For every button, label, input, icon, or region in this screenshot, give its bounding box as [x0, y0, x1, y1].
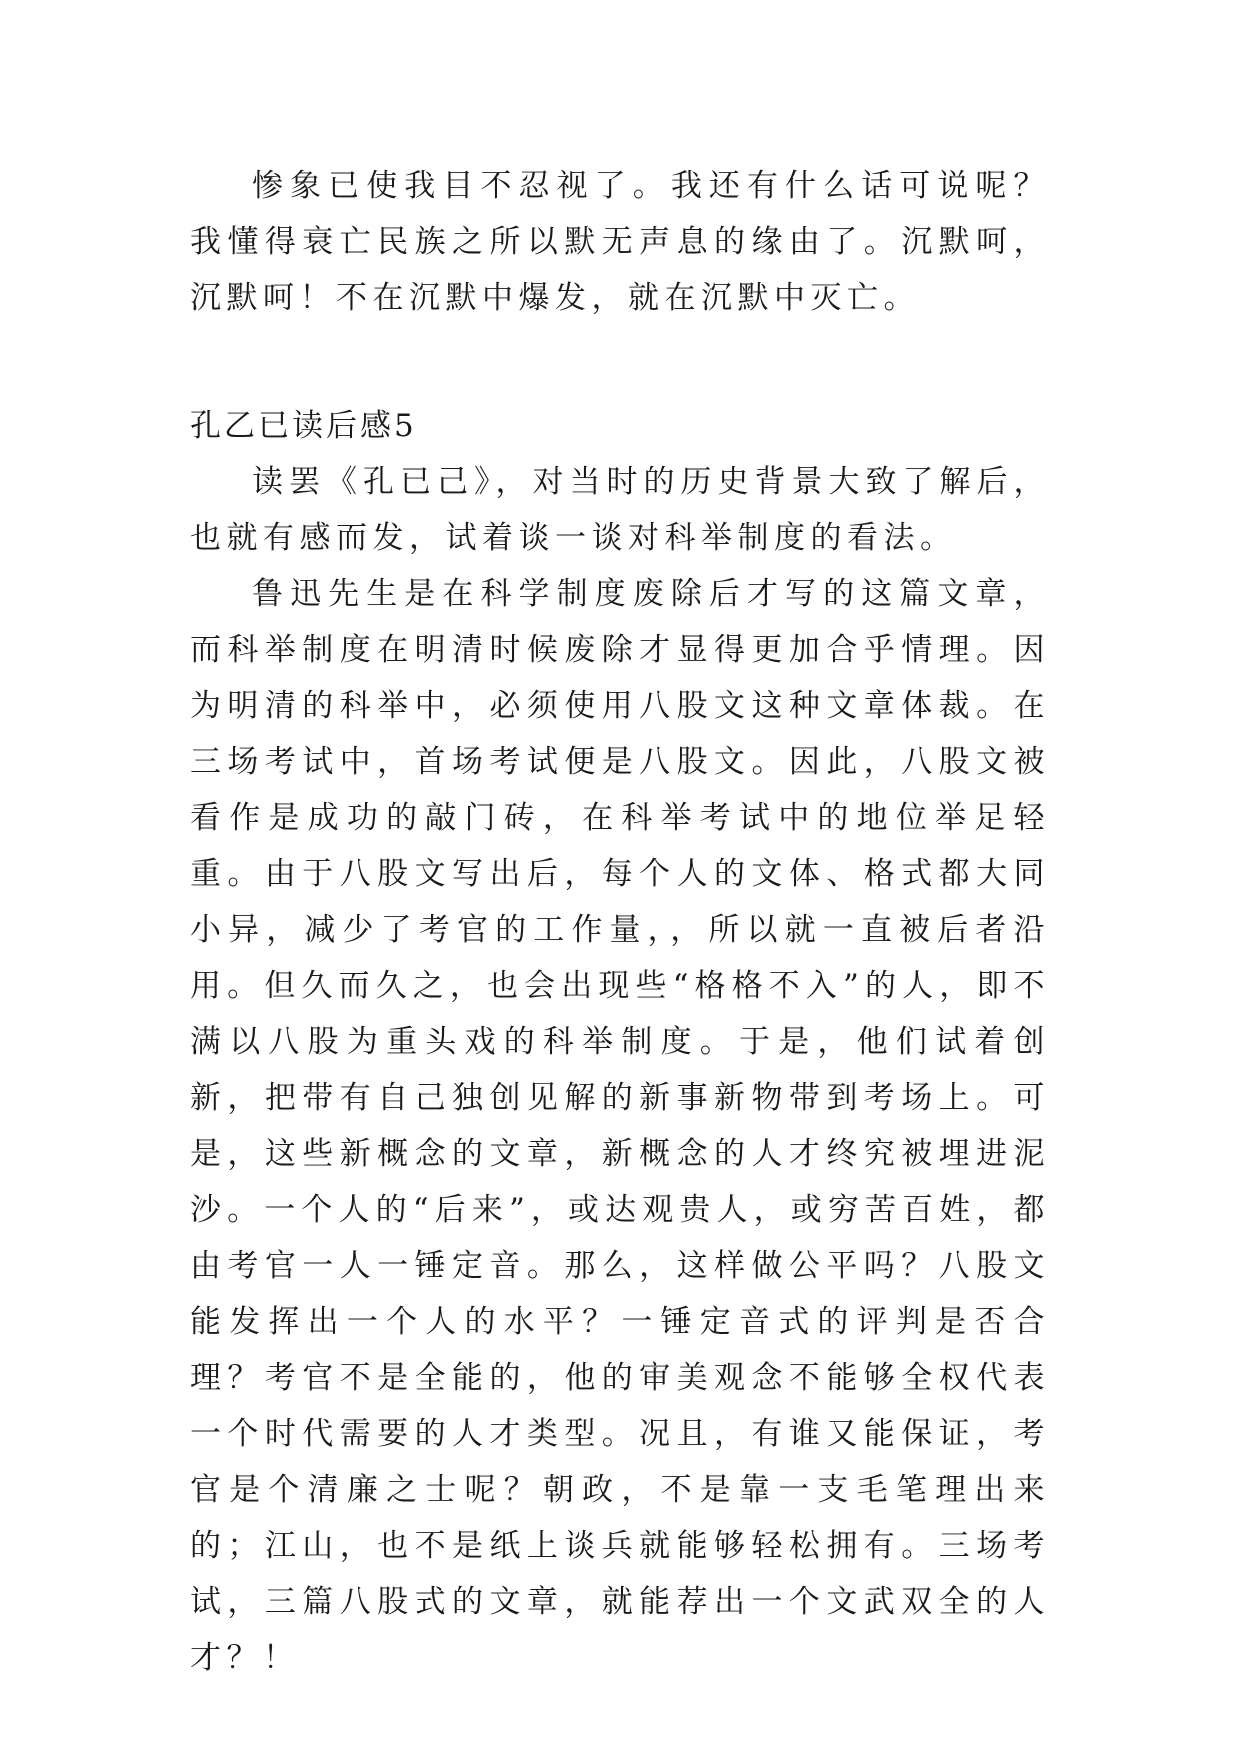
intro-paragraph: 惨象已使我目不忍视了。我还有什么话可说呢？我懂得衰亡民族之所以默无声息的缘由了。沉默呵，沉默呵！不在沉默中爆发，就在沉默中灭亡。	[190, 168, 1050, 316]
intro-section	[190, 158, 1050, 326]
section-title: 孔乙已读后感5	[190, 408, 417, 444]
article-paragraph: 鲁迅先生是在科学制度废除后才写的这篇文章，而科举制度在明清时候废除才显得更加合乎情理。因为明清的科举中，必须使用八股文这种文章体裁。在三场考试中，首场考试便是八股文。因此，八股文被看作是成功的敲门砖，在科举考试中的地位举足轻重。由于八股文写出后，每个人的文体、格式都大同小异，减少了考官的工作量，，所以就一直被后者沿用。但久而久之，也会出现些“格格不入”的人，即不满以八股为重头戏的科举制度。于是，他们试着创新，把带有自己独创见解的新事新物带到考场上。可是，这些新概念的文章，新概念的人才终究被埋进泥沙。一个人的“后来”，或达观贵人，或穷苦百姓，都由考官一人一锤定音。那么，这样做公平吗？八股文能发挥出一个人的水平？一锤定音式的评判是否合理？考官不是全能的，他的审美观念不能够全权代表一个时代需要的人才类型。况且，有谁又能保证，考官是个清廉之士呢？朝政，不是靠一支毛笔理出来的；江山，也不是纸上谈兵就能够轻松拥有。三场考试，三篇八股式的文章，就能荐出一个文武双全的人才？！	[190, 576, 1050, 1676]
article-section	[190, 398, 1050, 1686]
article-paragraph: 读罢《孔已己》，对当时的历史背景大致了解后，也就有感而发，试着谈一谈对科举制度的看法。	[190, 464, 1050, 556]
